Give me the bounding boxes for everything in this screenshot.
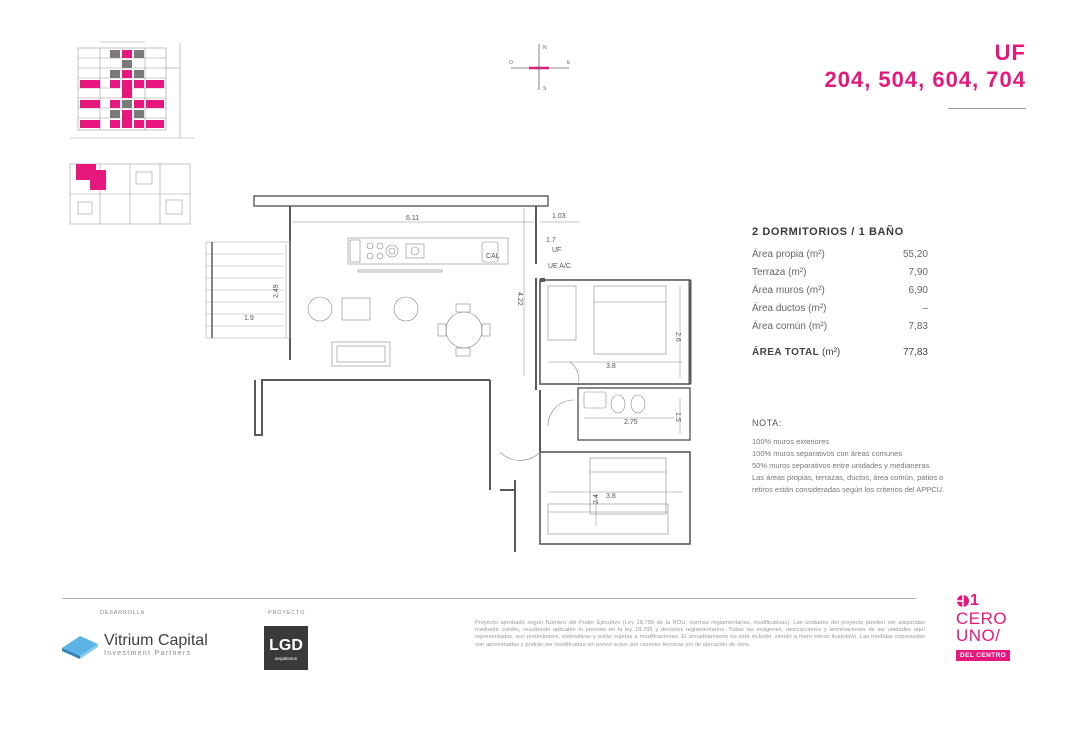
developer-label: DESARROLLA: [100, 610, 145, 616]
area-unit: (m²): [806, 249, 825, 260]
notes-line: retiros están consideradas según los criterios del APPCU.: [752, 485, 945, 494]
area-total-label: ÁREA TOTAL: [752, 347, 820, 358]
lgd-name: LGD: [269, 637, 303, 654]
brand-number-text: 1: [970, 592, 979, 609]
project-label: PROYECTO: [268, 610, 306, 616]
area-unit: (m²): [806, 285, 825, 296]
area-total-row: [752, 344, 928, 362]
area-value: –: [922, 303, 928, 314]
label-cal: CAL: [486, 253, 500, 260]
bedrooms-heading: 2 DORMITORIOS / 1 BAÑO: [752, 226, 904, 238]
area-value: 7,83: [908, 321, 928, 332]
notes-line: 100% muros exteriores: [752, 437, 830, 446]
unit-prefix: UF: [994, 40, 1026, 65]
brand-number: [956, 592, 1022, 610]
cero-uno-logo: [956, 592, 1022, 676]
dim-living-width: 6.11: [406, 215, 420, 222]
compass-rose: [505, 40, 575, 92]
notes-line: Las áreas propias, terrazas, ductos, área común, patios o: [752, 473, 944, 482]
area-total-unit: (m²): [821, 347, 841, 358]
area-row: [752, 264, 928, 282]
area-summary: [752, 226, 928, 362]
compass-south-label: S: [543, 86, 547, 92]
compass-east-label: E: [567, 60, 571, 66]
footer-divider: [62, 598, 916, 599]
unit-title: [825, 40, 1027, 94]
area-value: 7,90: [908, 267, 928, 278]
notes: [752, 418, 1052, 496]
vitrium-capital-logo: [60, 628, 220, 664]
dim-bedroom1-width: 3.8: [606, 363, 616, 370]
dim-bedroom2-width: 3.8: [606, 493, 616, 500]
area-unit: (m²): [808, 321, 828, 332]
area-value: 6,90: [908, 285, 928, 296]
area-row: [752, 246, 928, 264]
legal-disclaimer: Proyecto aprobado según Número del Poder Ejecutivo (Ley 18.795 de la ROU, normas reglamentarias, modificativas). Las unidades del proyecto pueden ser adquiridas mediante crédito, resultando aplicable lo previsto en la ley 18.795 y decretos reglamentarios. Todas las imágenes, descripciones y terminaciones de las unidades aquí representadas, son preliminares, estimativas y están sujetas a modificaciones. El amueblamiento no está incluido, siendo a mero efecto ilustrativo. Las medidas expresadas son aproximadas y podrán ser modificadas sin previo aviso, por razones técnicas y/o de ejecución de obra.: [475, 620, 925, 648]
dim-bedroom1-depth: 2.6: [674, 332, 681, 342]
area-unit: (m²): [808, 303, 827, 314]
dim-ducto-height: 1.7: [546, 237, 556, 244]
lgd-subtitle: arquitectos: [274, 656, 297, 661]
vitrium-mark-icon: [60, 630, 100, 660]
dim-bathroom-width: 2.75: [624, 419, 638, 426]
area-value: 55,20: [902, 249, 928, 260]
compass-west-label: O: [509, 60, 513, 66]
notes-line: 100% muros separativos con áreas comunes: [752, 449, 903, 458]
building-elevation-thumbnail: [70, 38, 200, 150]
area-row: [752, 282, 928, 300]
area-label: Área común: [752, 321, 806, 332]
area-unit: (m²): [788, 267, 807, 278]
dim-ducto-width: 1.03: [552, 213, 566, 220]
unit-numbers: 204, 504, 604, 704: [824, 67, 1026, 92]
area-label: Área muros: [752, 285, 804, 296]
notes-title: NOTA:: [752, 418, 782, 428]
brand-badge: DEL CENTRO: [956, 650, 1010, 661]
label-uf: UF: [552, 247, 562, 254]
area-row: [752, 300, 928, 318]
vitrium-name: Vitrium Capital: [104, 632, 208, 649]
brand-line2: UNO/: [956, 626, 1001, 645]
dim-terrace-height: 2.49: [273, 284, 280, 298]
lgd-logo: [264, 626, 308, 670]
brand-circle-icon: [956, 594, 970, 608]
compass-north-label: N: [543, 45, 547, 51]
dim-living-depth: 4.22: [516, 292, 523, 306]
dim-bathroom-depth: 1.5: [674, 412, 681, 422]
vitrium-subtitle: Investment Partners: [104, 650, 192, 657]
floor-location-thumbnail: [66, 160, 198, 228]
area-label: Terraza: [752, 267, 786, 278]
title-divider: [948, 108, 1026, 109]
area-row: [752, 318, 928, 336]
floor-plan: [200, 190, 710, 560]
label-ue-ac: UE A/C: [548, 263, 571, 270]
area-label: Área propia: [752, 249, 804, 260]
brand-line1: CERO: [956, 609, 1008, 628]
area-label: Área ductos: [752, 303, 806, 314]
dim-bedroom2-depth: 2.4: [593, 494, 600, 504]
area-total-value: 77,83: [902, 347, 928, 358]
dim-terrace-width: 1.9: [244, 315, 254, 322]
notes-line: 50% muros separativos entre unidades y medianeras.: [752, 461, 932, 470]
